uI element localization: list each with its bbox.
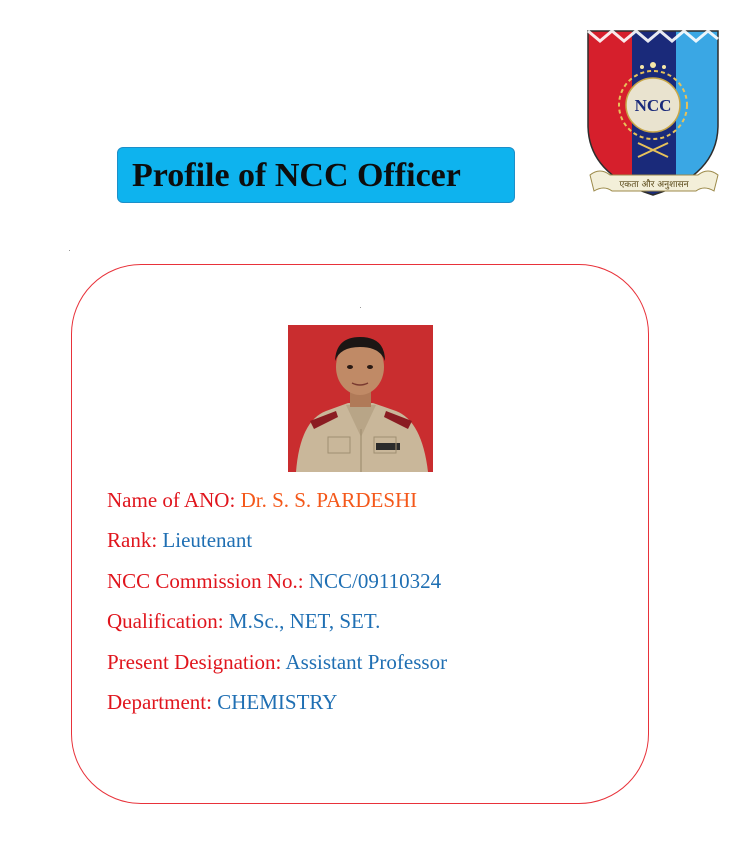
rank-label: Rank: [107, 528, 158, 552]
name-row [107, 487, 417, 513]
designation-row [107, 649, 447, 675]
commission-value: NCC/09110324 [308, 569, 442, 593]
department-value: CHEMISTRY [217, 690, 338, 714]
officer-photo [288, 325, 433, 472]
emblem-motto: एकता और अनुशासन [619, 180, 689, 190]
rank-value: Lieutenant [162, 528, 253, 552]
title-banner [117, 147, 515, 203]
designation-label: Present Designation: [107, 650, 282, 674]
emblem-label: NCC [634, 96, 672, 115]
stray-dot [69, 250, 70, 251]
commission-label: NCC Commission No.: [107, 569, 304, 593]
department-row [107, 689, 337, 715]
page-title: Profile of NCC Officer [132, 157, 461, 194]
name-label: Name of ANO: [107, 488, 236, 512]
qualification-value: M.Sc., NET, SET. [228, 609, 381, 633]
qualification-row [107, 608, 380, 634]
rank-row [107, 527, 252, 553]
designation-value: Assistant Professor [285, 650, 448, 674]
department-label: Department: [107, 690, 212, 714]
ncc-emblem-icon [580, 25, 727, 213]
commission-row [107, 568, 441, 594]
qualification-label: Qualification: [107, 609, 224, 633]
name-value: Dr. S. S. PARDESHI [240, 488, 418, 512]
